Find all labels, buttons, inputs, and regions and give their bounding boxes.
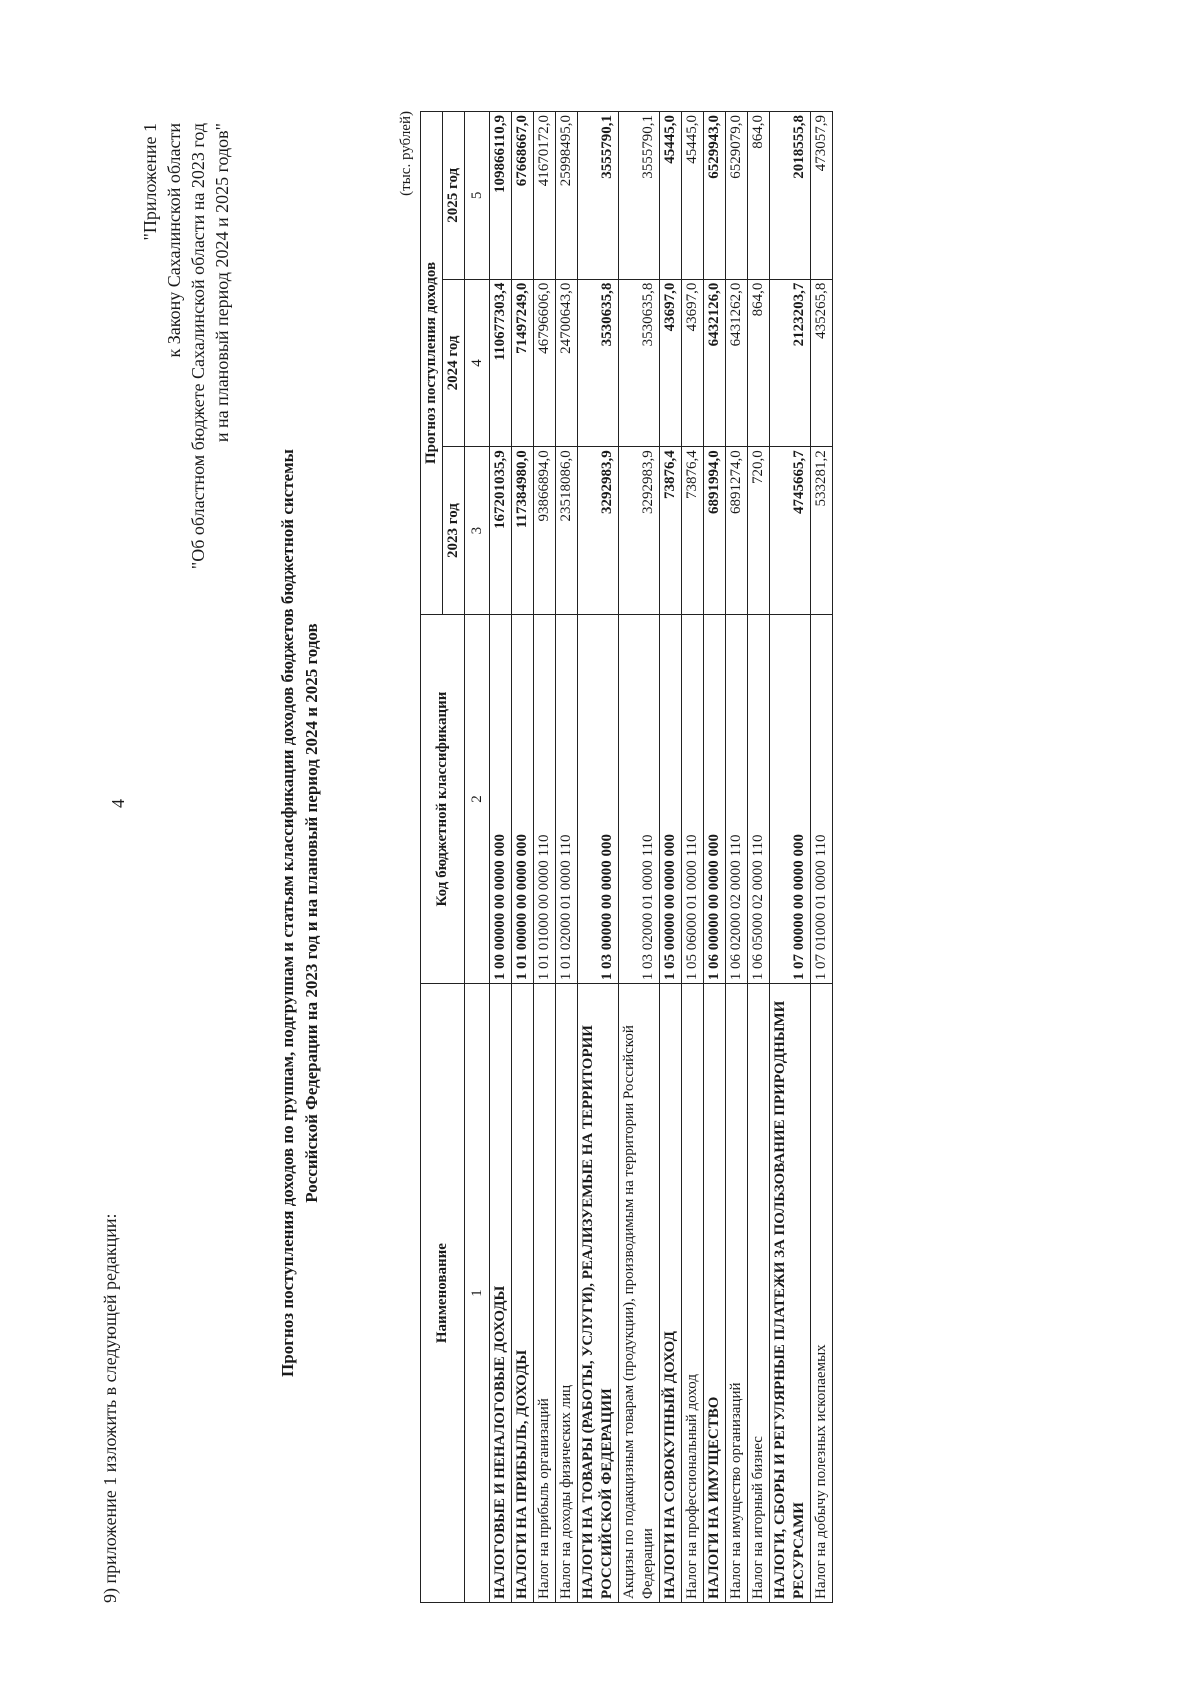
row-2025-value: 45445,0 (660, 112, 682, 280)
row-name-cell: Налог на доходы физических лиц (556, 984, 578, 1603)
row-code-cell: 1 01 02000 01 0000 110 (556, 614, 578, 983)
row-2024-value: 71497249,0 (512, 279, 534, 447)
row-2024-value: 435265,8 (811, 279, 833, 447)
row-2025-value: 2018555,8 (770, 112, 811, 280)
row-2023-value: 3292983,9 (619, 447, 660, 615)
row-2025-value: 473057,9 (811, 112, 833, 280)
column-number-row (465, 112, 490, 1603)
row-2024-value: 43697,0 (660, 279, 682, 447)
title-line-1: Прогноз поступления доходов по группам, подгруппам и статьям классификации доходов бюджетов бюджетной системы (278, 449, 297, 1377)
row-2024-value: 3530635,8 (578, 279, 619, 447)
table-row (490, 112, 512, 1603)
row-name-cell: Налог на добычу полезных ископаемых (811, 984, 833, 1603)
title-line-2: Российской Федерации на 2023 год и на плановый период 2024 и 2025 годов (302, 623, 321, 1203)
table-row (578, 112, 619, 1603)
table-row (704, 112, 726, 1603)
row-2025-value: 45445,0 (682, 112, 704, 280)
header-name: Наименование (421, 984, 465, 1603)
row-code-cell: 1 05 06000 01 0000 110 (682, 614, 704, 983)
row-2024-value: 3530635,8 (619, 279, 660, 447)
header-2025: 2025 год (443, 112, 465, 280)
appendix-header (138, 123, 234, 1003)
row-2025-value: 6529943,0 (704, 112, 726, 280)
document-title (276, 223, 324, 1603)
row-code-cell: 1 00 00000 00 0000 000 (490, 614, 512, 983)
row-name-cell: Акцизы по подакцизным товарам (продукции), производимым на территории Российской Федерации (619, 984, 660, 1603)
appendix-line-1: "Приложение 1 (140, 123, 160, 241)
row-2024-value: 110677303,4 (490, 279, 512, 447)
row-2025-value: 6529079,0 (726, 112, 748, 280)
row-2023-value: 167201035,9 (490, 447, 512, 615)
row-2023-value: 73876,4 (682, 447, 704, 615)
row-2023-value: 533281,2 (811, 447, 833, 615)
row-code-cell: 1 06 00000 00 0000 000 (704, 614, 726, 983)
row-2025-value: 3555790,1 (578, 112, 619, 280)
row-code-cell: 1 05 00000 00 0000 000 (660, 614, 682, 983)
header-2023: 2023 год (443, 447, 465, 615)
row-2024-value: 6432126,0 (704, 279, 726, 447)
header-2024: 2024 год (443, 279, 465, 447)
row-code-cell: 1 03 00000 00 0000 000 (578, 614, 619, 983)
table-row (682, 112, 704, 1603)
revenue-table (420, 111, 833, 1603)
row-code-cell: 1 07 01000 01 0000 110 (811, 614, 833, 983)
intro-text: 9) приложение 1 изложить в следующей редакции: (100, 1213, 120, 1603)
row-2024-value: 46796606,0 (534, 279, 556, 447)
table-row (811, 112, 833, 1603)
column-number: 4 (465, 279, 490, 447)
row-2025-value: 3555790,1 (619, 112, 660, 280)
row-2024-value: 43697,0 (682, 279, 704, 447)
row-2023-value: 720,0 (748, 447, 770, 615)
table-row (556, 112, 578, 1603)
row-2025-value: 25998495,0 (556, 112, 578, 280)
table-row (748, 112, 770, 1603)
table-row (770, 112, 811, 1603)
row-code-cell: 1 03 02000 01 0000 110 (619, 614, 660, 983)
row-2023-value: 3292983,9 (578, 447, 619, 615)
row-name-cell: НАЛОГИ, СБОРЫ И РЕГУЛЯРНЫЕ ПЛАТЕЖИ ЗА ПОЛЬЗОВАНИЕ ПРИРОДНЫМИ РЕСУРСАМИ (770, 984, 811, 1603)
row-name-cell: НАЛОГОВЫЕ И НЕНАЛОГОВЫЕ ДОХОДЫ (490, 984, 512, 1603)
row-name-cell: Налог на прибыль организаций (534, 984, 556, 1603)
header-forecast: Прогноз поступления доходов (421, 112, 443, 615)
row-2025-value: 41670172,0 (534, 112, 556, 280)
row-code-cell: 1 06 02000 02 0000 110 (726, 614, 748, 983)
column-number: 2 (465, 614, 490, 983)
row-name-cell: НАЛОГИ НА ПРИБЫЛЬ, ДОХОДЫ (512, 984, 534, 1603)
column-number: 5 (465, 112, 490, 280)
table-row (726, 112, 748, 1603)
row-2025-value: 864,0 (748, 112, 770, 280)
column-number: 3 (465, 447, 490, 615)
row-name-cell: Налог на имущество организаций (726, 984, 748, 1603)
row-code-cell: 1 07 00000 00 0000 000 (770, 614, 811, 983)
row-2023-value: 117384980,0 (512, 447, 534, 615)
row-2023-value: 6891274,0 (726, 447, 748, 615)
page-number: 4 (108, 799, 128, 808)
table-row (619, 112, 660, 1603)
appendix-line-2: к Закону Сахалинской области (164, 123, 184, 358)
appendix-line-3: "Об областном бюджете Сахалинской области на 2023 год (188, 123, 208, 570)
row-2024-value: 864,0 (748, 279, 770, 447)
row-2023-value: 4745665,7 (770, 447, 811, 615)
table-row (512, 112, 534, 1603)
units-label: (тыс. рублей) (398, 111, 414, 196)
row-code-cell: 1 06 05000 02 0000 110 (748, 614, 770, 983)
row-name-cell: Налог на профессиональный доход (682, 984, 704, 1603)
appendix-line-4: и на плановый период 2024 и 2025 годов" (212, 123, 232, 443)
row-2023-value: 6891994,0 (704, 447, 726, 615)
row-name-cell: НАЛОГИ НА ТОВАРЫ (РАБОТЫ, УСЛУГИ), РЕАЛИЗУЕМЫЕ НА ТЕРРИТОРИИ РОССИЙСКОЙ ФЕДЕРАЦИИ (578, 984, 619, 1603)
row-2025-value: 67668667,0 (512, 112, 534, 280)
row-name-cell: НАЛОГИ НА ИМУЩЕСТВО (704, 984, 726, 1603)
table-row (660, 112, 682, 1603)
table-row (534, 112, 556, 1603)
row-2023-value: 23518086,0 (556, 447, 578, 615)
row-2024-value: 2123203,7 (770, 279, 811, 447)
row-2025-value: 109866110,9 (490, 112, 512, 280)
row-2023-value: 93866894,0 (534, 447, 556, 615)
row-code-cell: 1 01 01000 00 0000 110 (534, 614, 556, 983)
row-name-cell: НАЛОГИ НА СОВОКУПНЫЙ ДОХОД (660, 984, 682, 1603)
header-code: Код бюджетной классификации (421, 614, 465, 983)
row-2024-value: 24700643,0 (556, 279, 578, 447)
row-name-cell: Налог на игорный бизнес (748, 984, 770, 1603)
row-2023-value: 73876,4 (660, 447, 682, 615)
row-2024-value: 6431262,0 (726, 279, 748, 447)
row-code-cell: 1 01 00000 00 0000 000 (512, 614, 534, 983)
column-number: 1 (465, 984, 490, 1603)
